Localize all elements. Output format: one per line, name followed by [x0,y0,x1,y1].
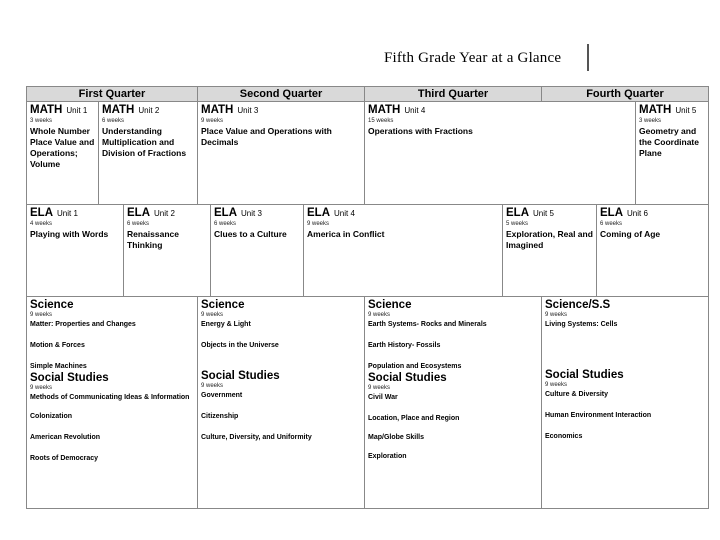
ela-6-weeks: 6 weeks [600,221,623,227]
math-5-weeks: 3 weeks [639,118,662,124]
math-unit-4-cell [364,101,636,205]
title-divider [587,44,589,70]
ela-4-subject: ELA [307,207,330,219]
ela-unit-3-cell [210,204,304,297]
ela-6-subject: ELA [600,207,623,219]
ela-4-weeks: 9 weeks [307,221,330,227]
math-4-topic: Operations with Fractions [368,126,473,136]
science-q1-weeks: 9 weeks [30,312,53,318]
social-q3-topic: Civil War [368,394,398,401]
ela-unit-4-cell [303,204,503,297]
math-1-unit: Unit 1 [66,106,88,115]
science-q2-topic: Energy & Light [201,321,251,328]
social-q1-subject: Social Studies [30,372,109,384]
math-2-topic: Understanding Multiplication and Division of Fractions [102,126,187,158]
science-q3-topic: Earth Systems- Rocks and Minerals [368,321,487,328]
ela-unit-5-cell [502,204,597,297]
science-q3-topic: Population and Ecosystems [368,363,462,370]
social-q2-weeks: 9 weeks [201,383,224,389]
science-q1-subject: Science [30,299,74,311]
science-q2-topic: Objects in the Universe [201,342,279,349]
social-q1-topic: Colonization [30,413,72,420]
science-social-q1-cell [26,296,198,509]
social-q4-subject: Social Studies [545,369,624,381]
ela-unit-6-cell [596,204,709,297]
social-q1-weeks: 9 weeks [30,385,53,391]
social-q4-topic: Human Environment Interaction [545,412,652,419]
math-3-topic: Place Value and Operations with Decimals [201,126,332,147]
ela-5-subject: ELA [506,207,529,219]
math-2-subject: MATH [102,104,135,116]
social-q3-weeks: 9 weeks [368,385,391,391]
header-second-quarter: Second Quarter [197,86,365,102]
math-3-subject: MATH [201,104,234,116]
social-q4-topic: Culture & Diversity [545,391,609,398]
math-1-weeks: 3 weeks [30,118,53,124]
math-3-unit: Unit 3 [237,106,259,115]
social-q3-subject: Social Studies [368,372,447,384]
social-q1-topic: Roots of Democracy [30,455,99,462]
social-q3-topic: Exploration [368,453,407,460]
ela-4-unit: Unit 4 [334,209,355,218]
science-q2-subject: Science [201,299,245,311]
science-q1-topic: Matter: Properties and Changes [30,321,136,328]
math-4-weeks: 15 weeks [368,118,394,124]
math-1-subject: MATH [30,104,63,116]
ela-1-topic: Playing with Words [30,229,109,239]
math-2-weeks: 6 weeks [102,118,125,124]
social-q4-topic: Economics [545,433,583,440]
math-5-topic: Geometry and the Coordinate Plane [639,126,699,158]
math-unit-2-cell [98,101,198,205]
title-divider-tick [587,69,589,71]
math-5-subject: MATH [639,104,672,116]
social-q2-topic: Culture, Diversity, and Uniformity [201,434,312,441]
header-first-quarter: First Quarter [26,86,198,102]
ela-2-subject: ELA [127,207,150,219]
header-third-quarter: Third Quarter [364,86,542,102]
science-q1-topic: Simple Machines [30,363,87,370]
social-q1-topic: Methods of Communicating Ideas & Information [30,394,190,401]
ela-2-topic: Renaissance Thinking [127,229,179,250]
science-q4-topic: Living Systems: Cells [545,321,618,328]
math-unit-3-cell [197,101,365,205]
science-social-q4-cell [541,296,709,509]
math-5-unit: Unit 5 [675,106,697,115]
header-fourth-quarter: Fourth Quarter [541,86,709,102]
science-q1-topic: Motion & Forces [30,342,85,349]
ela-unit-2-cell [123,204,211,297]
social-q4-weeks: 9 weeks [545,382,568,388]
science-q3-weeks: 9 weeks [368,312,391,318]
social-q2-subject: Social Studies [201,370,280,382]
social-q1-topic: American Revolution [30,434,101,441]
ela-4-topic: America in Conflict [307,229,385,239]
ela-3-weeks: 6 weeks [214,221,237,227]
social-q3-topic: Map/Globe Skills [368,434,425,441]
science-q3-subject: Science [368,299,412,311]
science-q4-subject: Science/S.S [545,299,611,311]
math-unit-1-cell [26,101,99,205]
math-3-weeks: 9 weeks [201,118,224,124]
science-social-q2-cell [197,296,365,509]
ela-3-unit: Unit 3 [241,209,262,218]
ela-1-weeks: 4 weeks [30,221,53,227]
ela-6-topic: Coming of Age [600,229,661,239]
social-q2-topic: Government [201,392,243,399]
social-q3-topic: Location, Place and Region [368,415,460,422]
ela-5-topic: Exploration, Real and Imagined [506,229,593,250]
math-unit-5-cell [635,101,709,205]
math-1-topic: Whole Number Place Value and Operations; Volume [30,126,95,169]
math-4-unit: Unit 4 [404,106,426,115]
ela-1-unit: Unit 1 [57,209,78,218]
ela-1-subject: ELA [30,207,53,219]
science-q4-weeks: 9 weeks [545,312,568,318]
social-q2-topic: Citizenship [201,413,239,420]
ela-unit-1-cell [26,204,124,297]
math-2-unit: Unit 2 [138,106,160,115]
math-4-subject: MATH [368,104,401,116]
science-q2-weeks: 9 weeks [201,312,224,318]
science-social-q3-cell [364,296,542,509]
ela-6-unit: Unit 6 [627,209,648,218]
page-title: Fifth Grade Year at a Glance [384,50,562,66]
ela-5-unit: Unit 5 [533,209,554,218]
ela-5-weeks: 5 weeks [506,221,529,227]
ela-2-unit: Unit 2 [154,209,175,218]
ela-3-subject: ELA [214,207,237,219]
ela-3-topic: Clues to a Culture [214,229,287,239]
ela-2-weeks: 6 weeks [127,221,150,227]
science-q3-topic: Earth History- Fossils [368,342,441,349]
